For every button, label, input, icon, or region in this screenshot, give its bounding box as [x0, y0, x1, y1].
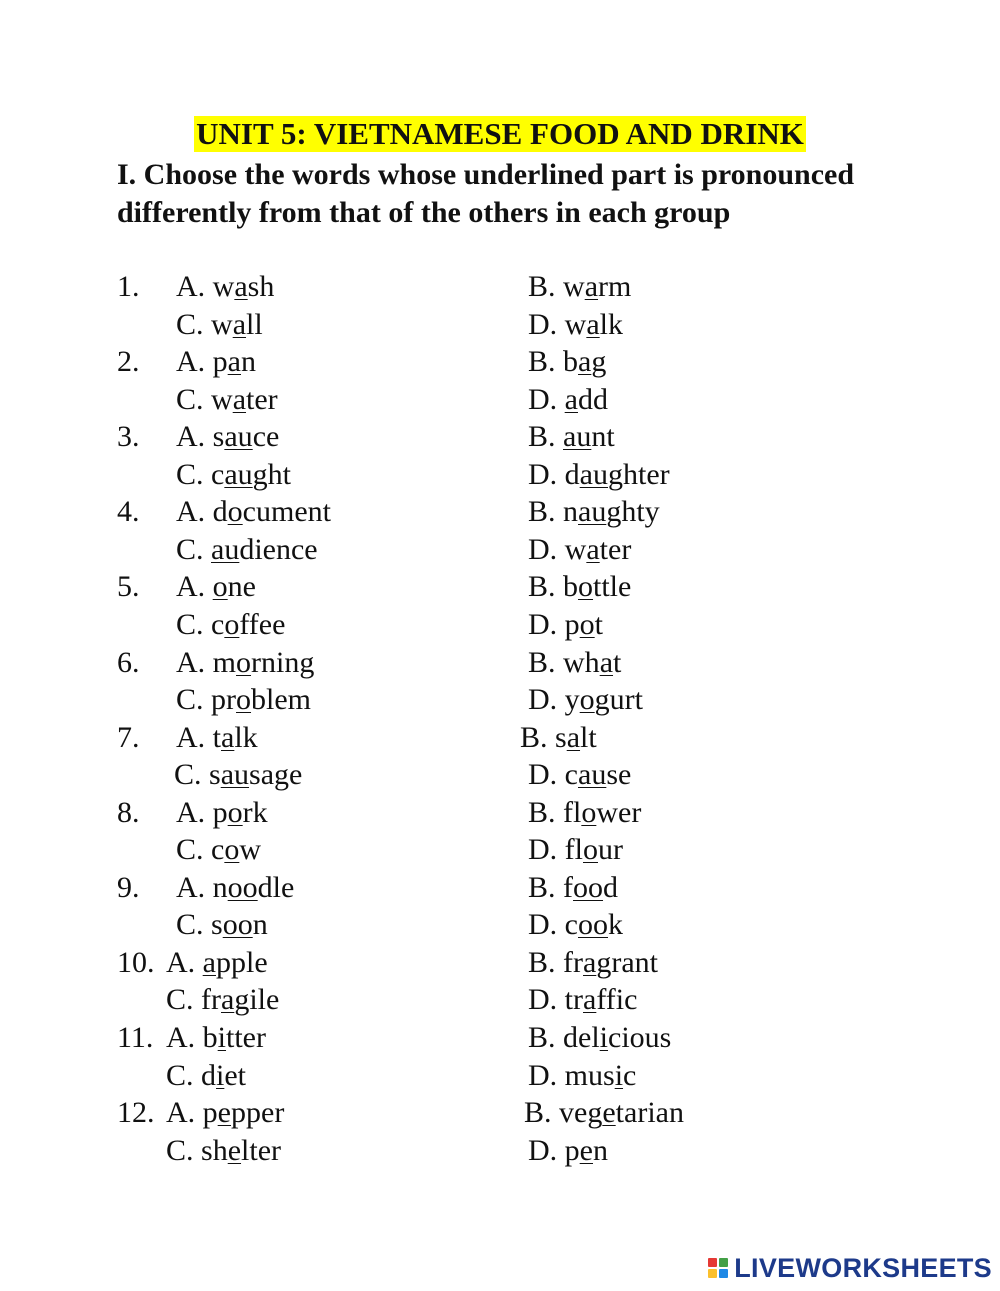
answer-option-d[interactable] — [528, 681, 643, 719]
option-letter: C. — [176, 457, 204, 491]
section-instruction: I. Choose the words whose underlined part is pronounced differently from that of the others in each group — [117, 158, 855, 229]
option-row — [0, 568, 1000, 606]
title-wrap — [0, 116, 1000, 152]
underlined-part: a — [221, 983, 235, 1017]
option-word-end: t — [594, 607, 604, 641]
option-letter: B. — [524, 1096, 552, 1130]
question-item — [0, 493, 1000, 569]
answer-option-d[interactable] — [528, 756, 631, 794]
answer-option-c[interactable] — [176, 906, 268, 944]
option-word-start: c — [211, 457, 225, 491]
option-letter: D. — [528, 307, 558, 341]
answer-option-d[interactable] — [528, 1132, 608, 1170]
option-letter: A. — [176, 345, 206, 379]
underlined-part: au — [211, 532, 240, 566]
question-number: 6. — [117, 645, 140, 679]
underlined-part: a — [232, 307, 247, 341]
option-word-start: s — [211, 908, 223, 942]
option-word-start: fr — [201, 983, 221, 1017]
option-word-end: ghty — [606, 495, 660, 529]
option-letter: B. — [528, 870, 556, 904]
option-word-start: w — [563, 270, 585, 303]
option-word-start: fl — [564, 833, 583, 867]
option-word-end: tter — [226, 1021, 266, 1054]
option-letter: B. — [520, 720, 548, 754]
option-letter: B. — [528, 945, 556, 979]
option-word-start: y — [564, 683, 580, 716]
underlined-part: au — [224, 457, 253, 491]
option-word-end: g — [591, 345, 607, 379]
question-item — [0, 869, 1000, 945]
underlined-part: oo — [227, 870, 258, 904]
option-word-start: w — [211, 382, 233, 416]
option-word-end: dience — [239, 532, 318, 566]
option-letter: D. — [528, 457, 558, 491]
underlined-part: o — [579, 607, 595, 641]
answer-option-c[interactable] — [176, 306, 263, 344]
option-letter: D. — [528, 908, 558, 942]
answer-option-a[interactable] — [176, 343, 256, 381]
underlined-part: o — [227, 495, 243, 529]
option-letter: B. — [528, 270, 556, 303]
option-letter: B. — [528, 495, 556, 529]
option-letter: D. — [528, 1058, 558, 1092]
option-letter: D. — [528, 1133, 558, 1167]
underlined-part: o — [236, 645, 252, 679]
option-word-start: d — [564, 457, 580, 491]
underlined-part: e — [602, 1096, 616, 1130]
underlined-part: au — [578, 495, 607, 529]
option-letter: A. — [176, 720, 206, 754]
option-word-end: n — [593, 1133, 608, 1167]
option-word-start: c — [211, 607, 225, 641]
underlined-part: o — [224, 607, 240, 641]
question-number: 5. — [117, 570, 140, 604]
option-word-start: fr — [563, 945, 583, 979]
option-row — [0, 493, 1000, 531]
underlined-part: a — [583, 945, 597, 979]
answer-option-b[interactable] — [528, 1019, 671, 1057]
option-row — [0, 756, 1000, 794]
question-number: 2. — [117, 345, 140, 379]
option-letter: A. — [176, 795, 206, 829]
option-letter: C. — [176, 607, 204, 641]
answer-option-c[interactable] — [166, 1132, 281, 1170]
underlined-part: e — [217, 1096, 231, 1130]
option-word-start: p — [212, 795, 228, 829]
option-letter: A. — [176, 270, 206, 303]
option-word-end: se — [606, 758, 632, 792]
option-word-end: blem — [251, 683, 312, 716]
question-number: 7. — [117, 720, 140, 754]
answer-option-d[interactable] — [528, 906, 623, 944]
answer-option-a[interactable] — [176, 794, 268, 832]
answer-option-c[interactable] — [176, 681, 311, 719]
underlined-part: a — [232, 382, 247, 416]
option-word-end: cument — [242, 495, 331, 529]
answer-option-b[interactable] — [528, 944, 658, 982]
question-item — [0, 1019, 1000, 1095]
option-word-start: b — [202, 1021, 218, 1054]
answer-option-b[interactable] — [520, 719, 597, 757]
worksheet-title: UNIT 5: VIETNAMESE FOOD AND DRINK — [196, 116, 804, 151]
answer-option-c[interactable] — [176, 606, 285, 644]
option-word-end: rning — [251, 645, 315, 679]
option-word-start: fl — [563, 795, 582, 829]
underlined-part: o — [224, 833, 240, 867]
underlined-part: a — [599, 645, 614, 679]
option-word-end: grant — [596, 945, 658, 979]
option-letter: A. — [176, 420, 206, 454]
answer-option-d[interactable] — [528, 531, 631, 569]
underlined-part: i — [614, 1058, 624, 1092]
option-row — [0, 456, 1000, 494]
question-item — [0, 568, 1000, 644]
option-word-start: p — [564, 607, 580, 641]
option-row — [0, 531, 1000, 569]
option-row — [0, 381, 1000, 419]
option-letter: A. — [166, 1096, 196, 1130]
option-word-start: s — [209, 758, 221, 792]
option-row — [0, 831, 1000, 869]
option-word-end: ffic — [596, 983, 638, 1017]
underlined-part: au — [563, 420, 592, 454]
answer-option-a[interactable] — [176, 719, 258, 757]
underlined-part: a — [234, 270, 248, 303]
answer-option-a[interactable] — [166, 1094, 284, 1132]
option-word-start: p — [564, 1133, 580, 1167]
option-word-end: cious — [608, 1021, 672, 1054]
option-letter: D. — [528, 983, 558, 1017]
answer-option-b[interactable] — [528, 644, 621, 682]
option-row — [0, 343, 1000, 381]
option-word-start: w — [211, 307, 233, 341]
answer-option-c[interactable] — [176, 831, 261, 869]
answer-option-a[interactable] — [176, 493, 331, 531]
option-word-start: t — [212, 720, 222, 754]
underlined-part: oo — [578, 908, 608, 942]
option-word-start: sh — [201, 1133, 228, 1167]
liveworksheets-logo — [708, 1252, 992, 1284]
logo-square — [708, 1269, 717, 1278]
option-letter: C. — [166, 1058, 194, 1092]
option-row — [0, 1132, 1000, 1170]
underlined-part: a — [202, 945, 216, 979]
option-word-end: c — [623, 1058, 637, 1092]
option-letter: B. — [528, 645, 556, 679]
underlined-part: i — [217, 1021, 227, 1054]
option-word-start: w — [212, 270, 235, 303]
option-letter: A. — [176, 870, 206, 904]
underlined-part: a — [566, 720, 581, 754]
option-word-end: et — [224, 1058, 247, 1092]
option-letter: C. — [176, 908, 204, 942]
question-number: 9. — [117, 870, 140, 904]
underlined-part: au — [220, 758, 250, 792]
option-letter: D. — [528, 382, 558, 416]
option-word-end: ur — [598, 833, 623, 867]
option-row — [0, 794, 1000, 832]
question-item — [0, 944, 1000, 1020]
answer-option-c[interactable] — [176, 456, 291, 494]
option-word-start: c — [564, 758, 578, 792]
option-word-end: lk — [599, 307, 624, 341]
answer-option-d[interactable] — [528, 306, 623, 344]
underlined-part: a — [586, 307, 600, 341]
option-word-end: wer — [596, 795, 642, 829]
option-word-end: dle — [257, 870, 295, 904]
answer-option-a[interactable] — [176, 869, 294, 907]
option-row — [0, 418, 1000, 456]
option-word-end: sh — [247, 270, 275, 303]
answer-option-a[interactable] — [176, 644, 314, 682]
option-letter: A. — [176, 645, 206, 679]
answer-option-b[interactable] — [528, 268, 631, 306]
option-row — [0, 606, 1000, 644]
option-row — [0, 644, 1000, 682]
option-letter: B. — [528, 345, 556, 379]
logo-square — [719, 1258, 728, 1267]
underlined-part: o — [578, 570, 594, 604]
underlined-part: a — [583, 983, 597, 1017]
answer-option-c[interactable] — [166, 981, 279, 1019]
option-word-start: c — [211, 833, 225, 867]
option-word-start: d — [212, 495, 228, 529]
option-row — [0, 268, 1000, 306]
option-word-start: d — [201, 1058, 217, 1092]
option-letter: D. — [528, 758, 558, 792]
option-letter: B. — [528, 420, 556, 454]
underlined-part: a — [221, 720, 235, 754]
option-word-end: rm — [598, 270, 632, 303]
option-letter: D. — [528, 683, 558, 716]
answer-option-a[interactable] — [176, 268, 274, 306]
option-word-start: s — [555, 720, 567, 754]
underlined-part: e — [579, 1133, 593, 1167]
option-word-end: ter — [599, 532, 632, 566]
question-item — [0, 343, 1000, 419]
option-word-end: rk — [242, 795, 268, 829]
answer-option-d[interactable] — [528, 381, 608, 419]
option-word-end: ttle — [593, 570, 632, 604]
option-row — [0, 1057, 1000, 1095]
underlined-part: a — [584, 270, 599, 303]
answer-option-a[interactable] — [176, 418, 279, 456]
question-number: 11. — [117, 1021, 154, 1054]
answer-option-a[interactable] — [166, 944, 268, 982]
underlined-part: o — [227, 795, 243, 829]
answer-option-d[interactable] — [528, 1057, 636, 1095]
question-item — [0, 418, 1000, 494]
option-word-start: f — [563, 870, 574, 904]
answer-option-c[interactable] — [174, 756, 302, 794]
option-word-start: wh — [563, 645, 600, 679]
option-letter: A. — [166, 945, 196, 979]
option-word-end: gile — [234, 983, 280, 1017]
option-word-end: tarian — [615, 1096, 684, 1130]
answer-option-c[interactable] — [176, 531, 318, 569]
option-word-start: p — [202, 1096, 218, 1130]
answer-option-b[interactable] — [528, 869, 618, 907]
answer-option-c[interactable] — [166, 1057, 246, 1095]
underlined-part: a — [578, 345, 592, 379]
question-number: 1. — [117, 270, 140, 303]
answer-option-a[interactable] — [176, 568, 256, 606]
option-letter: A. — [176, 495, 206, 529]
option-word-start: b — [563, 570, 579, 604]
option-word-start: n — [563, 495, 579, 529]
option-word-start: b — [563, 345, 579, 379]
option-letter: C. — [176, 382, 204, 416]
option-word-end: pple — [216, 945, 268, 979]
underlined-part: o — [212, 570, 228, 604]
option-letter: C. — [176, 532, 204, 566]
underlined-part: o — [579, 683, 595, 716]
answer-option-d[interactable] — [528, 606, 603, 644]
question-item — [0, 794, 1000, 870]
option-word-start: veg — [559, 1096, 603, 1130]
option-letter: C. — [166, 983, 194, 1017]
underlined-part: o — [581, 795, 597, 829]
underlined-part: a — [564, 382, 578, 416]
logo-square — [708, 1258, 717, 1267]
option-letter: D. — [528, 833, 558, 867]
option-word-end: ter — [246, 382, 278, 416]
underlined-part: a — [227, 345, 241, 379]
option-word-start: c — [564, 908, 578, 942]
question-number: 3. — [117, 420, 140, 454]
option-letter: C. — [176, 683, 204, 716]
option-word-end: lt — [580, 720, 597, 754]
option-word-end: lk — [234, 720, 258, 754]
underlined-part: au — [579, 457, 608, 491]
option-word-end: t — [613, 645, 622, 679]
question-number: 10. — [117, 945, 155, 979]
underlined-part: i — [216, 1058, 225, 1092]
answer-option-b[interactable] — [524, 1094, 684, 1132]
option-letter: B. — [528, 1021, 556, 1054]
underlined-part: oo — [573, 870, 604, 904]
option-word-end: w — [239, 833, 262, 867]
answer-option-b[interactable] — [528, 568, 631, 606]
logo-square — [719, 1269, 728, 1278]
option-row — [0, 1094, 1000, 1132]
answer-option-b[interactable] — [528, 418, 615, 456]
option-word-start: p — [212, 345, 228, 379]
option-row — [0, 869, 1000, 907]
option-word-start: s — [212, 420, 225, 454]
option-letter: C. — [174, 758, 202, 792]
option-letter: A. — [176, 570, 206, 604]
option-word-end: pper — [231, 1096, 285, 1130]
underlined-part: i — [599, 1021, 609, 1054]
option-word-end: gurt — [594, 683, 643, 716]
question-item — [0, 1094, 1000, 1170]
option-letter: B. — [528, 795, 556, 829]
question-number: 4. — [117, 495, 140, 529]
option-word-end: k — [608, 908, 623, 942]
question-number: 12. — [117, 1096, 155, 1130]
option-word-start: pr — [211, 683, 237, 716]
question-item — [0, 719, 1000, 795]
option-row — [0, 981, 1000, 1019]
option-word-end: n — [241, 345, 256, 379]
option-word-start: m — [212, 645, 237, 679]
option-row — [0, 681, 1000, 719]
option-word-end: ne — [227, 570, 256, 604]
option-word-end: ffee — [239, 607, 286, 641]
option-word-end: lter — [241, 1133, 282, 1167]
option-letter: D. — [528, 607, 558, 641]
option-word-end: ghter — [608, 457, 670, 491]
underlined-part: a — [586, 532, 600, 566]
option-word-end: ce — [252, 420, 280, 454]
answer-option-b[interactable] — [528, 493, 660, 531]
option-word-start: w — [564, 532, 587, 566]
option-letter: D. — [528, 532, 558, 566]
question-item — [0, 268, 1000, 344]
answer-option-a[interactable] — [166, 1019, 266, 1057]
option-row — [0, 944, 1000, 982]
underlined-part: e — [227, 1133, 242, 1167]
logo-mark-icon — [708, 1258, 728, 1278]
option-word-start: mus — [564, 1058, 615, 1092]
option-row — [0, 906, 1000, 944]
option-word-start: tr — [564, 983, 583, 1017]
underlined-part: oo — [222, 908, 253, 942]
option-word-end: n — [252, 908, 268, 942]
option-word-end: dd — [578, 382, 608, 416]
option-word-start: del — [563, 1021, 600, 1054]
option-row — [0, 1019, 1000, 1057]
option-letter: C. — [176, 833, 204, 867]
underlined-part: o — [583, 833, 598, 867]
option-word-end: ll — [246, 307, 263, 341]
option-word-end: ght — [252, 457, 292, 491]
option-word-end: sage — [249, 758, 303, 792]
answer-option-d[interactable] — [528, 981, 637, 1019]
option-letter: C. — [176, 307, 204, 341]
option-word-start: n — [212, 870, 228, 904]
option-row — [0, 719, 1000, 757]
underlined-part: au — [224, 420, 253, 454]
option-row — [0, 306, 1000, 344]
answer-option-c[interactable] — [176, 381, 278, 419]
question-item — [0, 644, 1000, 720]
logo-text: LIVEWORKSHEETS — [734, 1252, 992, 1283]
underlined-part: o — [236, 683, 252, 716]
option-letter: B. — [528, 570, 556, 604]
answer-option-b[interactable] — [528, 343, 606, 381]
option-word-start: w — [564, 307, 587, 341]
answer-option-d[interactable] — [528, 831, 623, 869]
option-letter: A. — [166, 1021, 196, 1054]
option-word-end: nt — [591, 420, 615, 454]
underlined-part: au — [578, 758, 607, 792]
option-letter: C. — [166, 1133, 194, 1167]
answer-option-b[interactable] — [528, 794, 641, 832]
option-word-end: d — [603, 870, 619, 904]
answer-option-d[interactable] — [528, 456, 670, 494]
question-number: 8. — [117, 795, 140, 829]
